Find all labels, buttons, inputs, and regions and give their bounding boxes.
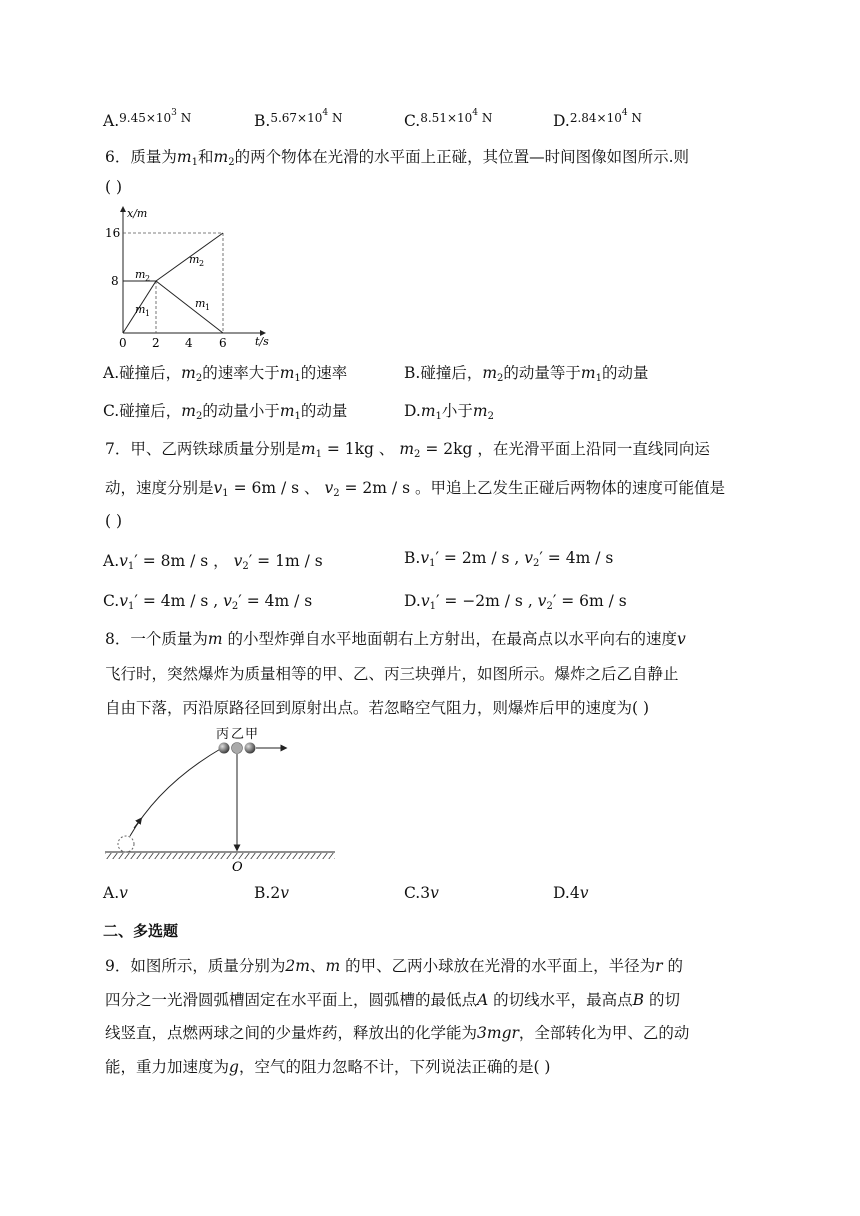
q6-option-d: $D.m_1$小于$m_2$ xyxy=(404,402,494,422)
q7-option-a: $A.v_1' = 8m / s$ ， $v_2' = 1m / s$ xyxy=(103,552,323,572)
trajectory xyxy=(130,748,222,836)
label-bing: 丙 xyxy=(216,727,230,742)
m1-after-line xyxy=(156,281,223,333)
question-6-stem: 6．质量为$m_1$和$m_2$的两个物体在光滑的水平面上正碰，其位置—时间图像如图所示.则 xyxy=(105,148,689,168)
label-jia: 甲 xyxy=(245,727,259,742)
svg-text:2: 2 xyxy=(145,274,151,283)
label-yi: 乙 xyxy=(231,727,245,742)
label-m2-after: m xyxy=(189,253,200,266)
q7-option-b: $B.v_1' = 2m / s$ , $v_2' = 4m / s$ xyxy=(404,549,614,569)
svg-text:1: 1 xyxy=(145,309,151,318)
question-9-line-4: 能，重力加速度为g，空气的阻力忽略不计，下列说法正确的是( ) xyxy=(105,1058,551,1076)
question-9-line-3: 线竖直，点燃两球之间的少量炸药，释放出的化学能为3mgr，全部转化为甲、乙的动 xyxy=(105,1024,690,1042)
option-a: A.$^{9.45\times 10^3 N}$ xyxy=(103,108,192,130)
q8-option-d: D.4v xyxy=(553,884,589,902)
x-tick-6: 6 xyxy=(219,336,227,348)
fragment-jia xyxy=(245,743,256,754)
q6-option-a: A.碰撞后，$m_2$的速率大于$m_1$的速率 xyxy=(103,364,348,384)
option-b: B.$^{5.67\times 10^4 N}$ xyxy=(254,108,343,130)
label-m1-after: m xyxy=(195,297,206,310)
section-heading: 二、多选题 xyxy=(103,922,179,940)
x-tick-2: 2 xyxy=(152,336,160,348)
question-8-line-1: 8．一个质量为m 的小型炸弹自水平地面朝右上方射出，在最高点以水平向右的速度v xyxy=(105,630,686,648)
fragment-yi xyxy=(232,743,243,754)
explosion-figure xyxy=(100,724,340,876)
question-7-line-2: 动，速度分别是$v_1 = 6m / s$ 、 $v_2 = 2m / s$ 。甲追上乙发生正碰后两物体的速度可能值是 xyxy=(105,479,725,499)
fragment-bing xyxy=(219,743,230,754)
option-c: C.$^{8.51\times 10^4 N}$ xyxy=(404,108,493,130)
q8-option-b: B.2v xyxy=(254,884,289,902)
label-origin: O xyxy=(232,860,243,875)
q7-option-c: $C.v_1' = 4m / s$ , $v_2' = 4m / s$ xyxy=(103,592,313,612)
ground-hatch xyxy=(105,853,335,859)
question-8-line-2: 飞行时，突然爆炸为质量相等的甲、乙、丙三块弹片，如图所示。爆炸之后乙自静止 xyxy=(105,665,679,683)
x-tick-0: 0 xyxy=(119,336,127,348)
position-time-graph xyxy=(105,203,285,348)
svg-text:1: 1 xyxy=(205,303,211,312)
x-axis-label: t/s xyxy=(255,335,269,348)
q8-option-a: A.v xyxy=(103,884,128,902)
label-m1-before: m xyxy=(135,303,146,316)
q6-option-b: B.碰撞后，$m_2$的动量等于$m_1$的动量 xyxy=(404,364,649,384)
question-9-line-2: 四分之一光滑圆弧槽固定在水平面上，圆弧槽的最低点A 的切线水平，最高点B 的切 xyxy=(105,991,680,1009)
label-m2-before: m xyxy=(135,268,146,281)
svg-text:2: 2 xyxy=(199,259,205,268)
question-8-line-3: 自由下落，丙沿原路径回到原射出点。若忽略空气阻力，则爆炸后甲的速度为( ) xyxy=(105,699,650,717)
y-tick-8: 8 xyxy=(111,274,119,288)
option-d: D.$^{2.84\times 10^4 N}$ xyxy=(553,108,642,130)
launch-point xyxy=(118,836,134,852)
y-tick-16: 16 xyxy=(105,226,121,240)
question-7-paren: ( ) xyxy=(105,512,123,530)
question-6-paren: ( ) xyxy=(105,178,123,196)
trajectory-arrow xyxy=(134,820,140,828)
y-axis-label: x/m xyxy=(127,207,148,220)
question-9-line-1: 9．如图所示，质量分别为2m、m 的甲、乙两小球放在光滑的水平面上，半径为r 的 xyxy=(105,957,683,975)
q8-option-c: C.3v xyxy=(404,884,439,902)
q7-option-d: $D.v_1' = -2m / s$ , $v_2' = 6m / s$ xyxy=(404,592,627,612)
q6-option-c: C.碰撞后，$m_2$的动量小于$m_1$的动量 xyxy=(103,402,348,422)
question-7-line-1: 7．甲、乙两铁球质量分别是$m_1 = 1kg$ 、 $m_2 = 2kg$ ，在光滑平面上沿同一直线同向运 xyxy=(105,440,710,460)
x-tick-4: 4 xyxy=(185,336,193,348)
